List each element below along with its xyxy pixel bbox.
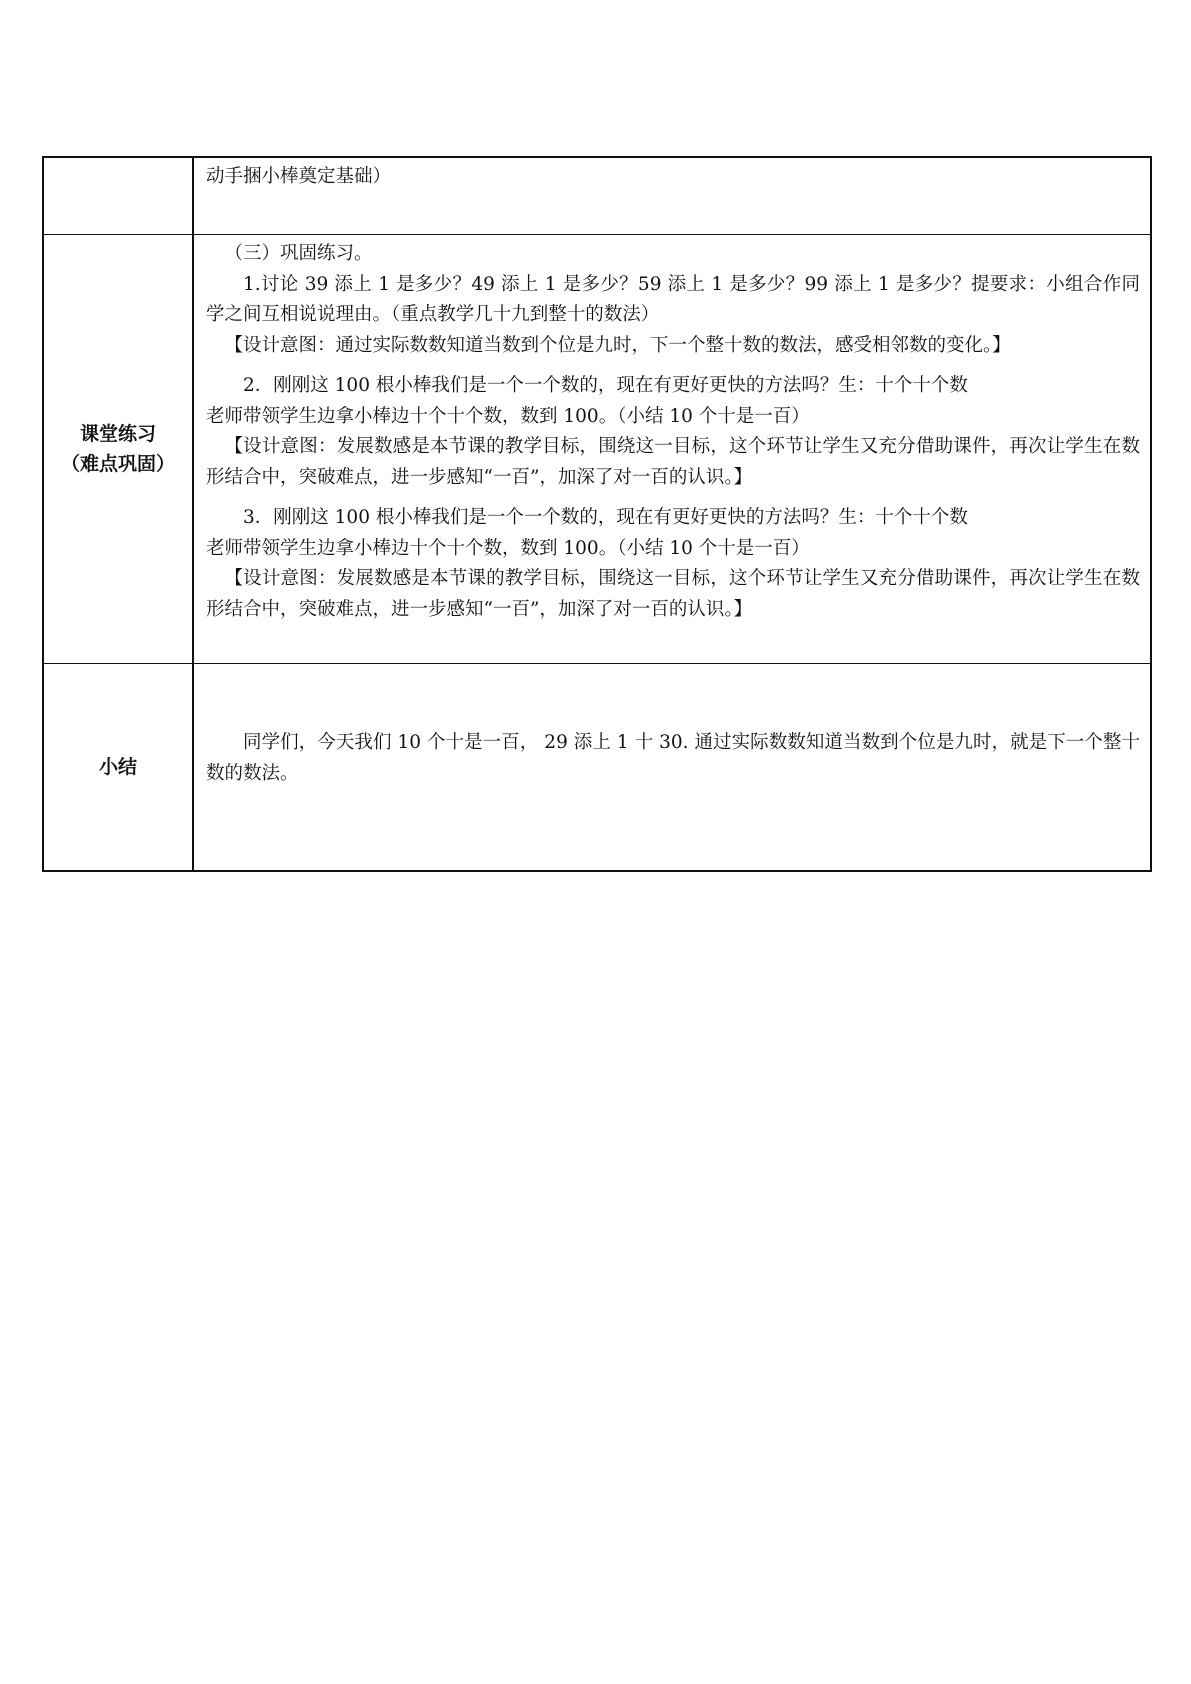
table-row-top [43, 157, 1151, 235]
lesson-plan-table [42, 156, 1152, 872]
practice-item-2: 2．刚刚这 100 根小棒我们是一个一个数的，现在有更好更快的方法吗？生：十个十个数 [243, 375, 968, 396]
row-label-practice [43, 235, 193, 664]
practice-item-1: 1.讨论 39 添上 1 是多少？49 添上 1 是多少？59 添上 1 是多少？99 添上 1 是多少？提要求：小组合作同学之间互相说说理由。（重点教学几十九到整十的数法） [206, 273, 1140, 325]
practice-intent-3: 【设计意图：发展数感是本节课的教学目标，围绕这一目标，这个环节让学生又充分借助课件，再次让学生在数形结合中，突破难点，进一步感知“一百”，加深了对一百的认识。】 [206, 568, 1140, 620]
row-label-summary: 小结 [43, 664, 193, 872]
row-content-summary [193, 664, 1151, 872]
row-content-top [193, 157, 1151, 235]
label-practice-title: 课堂练习 [79, 423, 156, 445]
row-label-empty [43, 157, 193, 235]
practice-heading: （三）巩固练习。 [224, 243, 373, 264]
practice-intent-1: 【设计意图：通过实际数数知道当数到个位是九时，下一个整十数的数法，感受相邻数的变化。】 [224, 334, 1011, 356]
label-practice-subtitle: （难点巩固） [60, 453, 175, 475]
row-content-practice [193, 235, 1151, 664]
practice-item-3: 3．刚刚这 100 根小棒我们是一个一个数的，现在有更好更快的方法吗？生：十个十个数 [243, 507, 968, 528]
continued-text: 动手捆小棒奠定基础） [206, 166, 392, 187]
table-row-practice [43, 235, 1151, 664]
practice-intent-2: 【设计意图：发展数感是本节课的教学目标，围绕这一目标，这个环节让学生又充分借助课件，再次让学生在数形结合中，突破难点，进一步感知“一百”，加深了对一百的认识。】 [206, 436, 1140, 488]
table-row-summary [43, 664, 1151, 872]
practice-item-3-teacher: 老师带领学生边拿小棒边十个十个数，数到 100。（小结 10 个十是一百） [206, 537, 810, 559]
summary-text: 同学们，今天我们 10 个十是一百， 29 添上 1 十 30. 通过实际数数知道当数到个位是九时，就是下一个整十数的数法。 [206, 732, 1140, 784]
practice-item-2-teacher: 老师带领学生边拿小棒边十个十个数，数到 100。（小结 10 个十是一百） [206, 405, 810, 427]
